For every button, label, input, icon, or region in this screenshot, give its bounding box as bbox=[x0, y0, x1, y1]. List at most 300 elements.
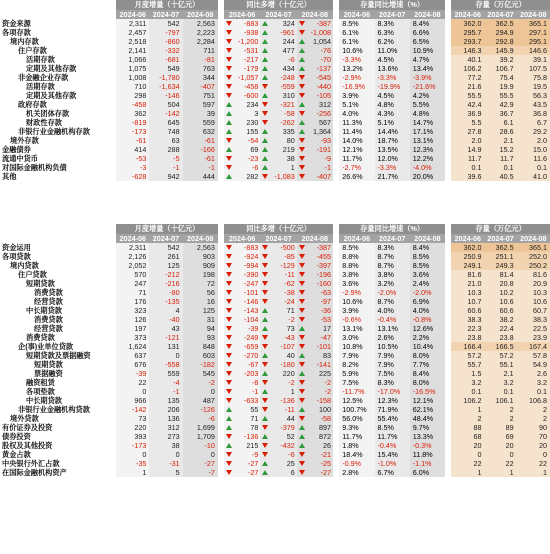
yoy-cell bbox=[260, 342, 296, 351]
stock-value: 365.1 bbox=[517, 243, 550, 252]
stock-value: 19.9 bbox=[484, 82, 516, 91]
monthly-value: -173 bbox=[116, 441, 149, 450]
growth-value: 8.4% bbox=[410, 369, 445, 378]
growth-value: 18.7% bbox=[375, 136, 410, 145]
growth-value: 3.0% bbox=[339, 333, 374, 342]
growth-value: 20.0% bbox=[410, 172, 445, 181]
monthly-value: 2,563 bbox=[183, 19, 218, 28]
growth-value: 11.7% bbox=[339, 432, 374, 441]
yoy-cell bbox=[260, 315, 296, 324]
growth-value: -19.9% bbox=[375, 82, 410, 91]
table-row bbox=[0, 270, 550, 279]
table-row bbox=[0, 297, 550, 306]
stock-value: 1.5 bbox=[451, 369, 484, 378]
row-label: 有价证券及投资 bbox=[0, 423, 116, 432]
monthly-value: -1,780 bbox=[149, 73, 182, 82]
growth-value: 10.4% bbox=[410, 342, 445, 351]
stock-value: 22 bbox=[451, 459, 484, 468]
yoy-value: 1,054 bbox=[313, 37, 332, 46]
yoy-value: -160 bbox=[316, 279, 332, 288]
growth-value: 8.8% bbox=[339, 252, 374, 261]
yoy-value: 230 bbox=[246, 118, 259, 127]
stock-value: 146.6 bbox=[517, 46, 550, 55]
table-row bbox=[0, 387, 550, 396]
yoy-value: -440 bbox=[316, 82, 332, 91]
monthly-value: -81 bbox=[183, 55, 218, 64]
yoy-value: -104 bbox=[244, 315, 259, 324]
row-label: 住户贷款 bbox=[0, 270, 116, 279]
yoy-cell bbox=[224, 73, 260, 82]
month-header: 2024-06 bbox=[451, 234, 484, 243]
header-row-months bbox=[0, 234, 550, 243]
table-row bbox=[0, 279, 550, 288]
yoy-cell bbox=[297, 468, 333, 477]
monthly-value: 763 bbox=[183, 64, 218, 73]
table-row bbox=[0, 145, 550, 154]
monthly-value: 637 bbox=[116, 351, 149, 360]
header-blank bbox=[0, 10, 116, 19]
funds-use-table bbox=[0, 224, 550, 477]
growth-value: 3.8% bbox=[375, 270, 410, 279]
yoy-cell bbox=[297, 64, 333, 73]
monthly-value: 414 bbox=[116, 145, 149, 154]
monthly-value: 73 bbox=[116, 414, 149, 423]
stock-value: 38.3 bbox=[517, 315, 550, 324]
monthly-value: 131 bbox=[149, 342, 182, 351]
yoy-value: 44 bbox=[286, 414, 295, 423]
stock-value: 23.8 bbox=[451, 333, 484, 342]
monthly-value: 22 bbox=[116, 378, 149, 387]
yoy-cell bbox=[297, 441, 333, 450]
table-row bbox=[0, 432, 550, 441]
stock-value: 22.5 bbox=[517, 324, 550, 333]
yoy-value: -659 bbox=[244, 342, 259, 351]
growth-value: 2.4% bbox=[410, 279, 445, 288]
yoy-value: -6 bbox=[288, 55, 295, 64]
yoy-header: 同比多增（十亿元） bbox=[224, 0, 333, 10]
yoy-cell bbox=[224, 19, 260, 28]
yoy-value: 1,364 bbox=[313, 127, 332, 136]
stock-value: 22.4 bbox=[484, 324, 516, 333]
yoy-value: -247 bbox=[244, 279, 259, 288]
table-row bbox=[0, 82, 550, 91]
yoy-value: 69 bbox=[250, 145, 259, 154]
stock-value: 2.0 bbox=[517, 136, 550, 145]
stock-value: 2 bbox=[484, 414, 516, 423]
row-label: 机关团体存款 bbox=[0, 109, 116, 118]
yoy-value: -25 bbox=[320, 459, 332, 468]
yoy-cell bbox=[260, 37, 296, 46]
stock-value: 250.9 bbox=[451, 252, 484, 261]
monthly-value: -4 bbox=[149, 378, 182, 387]
stock-value: 42.9 bbox=[484, 100, 516, 109]
row-label: 短期贷款及票据融资 bbox=[0, 351, 116, 360]
month-header: 2024-08 bbox=[517, 10, 550, 19]
growth-value: 7.5% bbox=[339, 378, 374, 387]
yoy-value: -883 bbox=[244, 19, 259, 28]
monthly-value: 2,223 bbox=[183, 28, 218, 37]
monthly-value: 1,008 bbox=[116, 73, 149, 82]
growth-value: -3.3% bbox=[375, 163, 410, 172]
yoy-cell bbox=[224, 172, 260, 181]
growth-value: 12.6% bbox=[410, 324, 445, 333]
stock-value: 249.1 bbox=[451, 261, 484, 270]
yoy-value: 71 bbox=[286, 306, 295, 315]
monthly-value: 2,311 bbox=[116, 19, 149, 28]
yoy-cell bbox=[260, 252, 296, 261]
monthly-value: 545 bbox=[183, 369, 218, 378]
stock-value: 60.6 bbox=[484, 306, 516, 315]
monthly-value: -860 bbox=[149, 37, 182, 46]
monthly-value: 1,066 bbox=[116, 55, 149, 64]
growth-value: 8.5% bbox=[410, 261, 445, 270]
yoy-cell bbox=[224, 432, 260, 441]
monthly-value: -53 bbox=[116, 154, 149, 163]
monthly-value: 0 bbox=[116, 387, 149, 396]
row-label: 境内贷款 bbox=[0, 261, 116, 270]
yoy-cell bbox=[297, 279, 333, 288]
growth-value: 8.3% bbox=[375, 378, 410, 387]
yoy-value: -27 bbox=[248, 459, 259, 468]
yoy-cell bbox=[297, 450, 333, 459]
monthly-value: 504 bbox=[149, 100, 182, 109]
stock-value: 55.1 bbox=[484, 360, 516, 369]
monthly-value: -681 bbox=[149, 55, 182, 64]
stock-value: 42.4 bbox=[451, 100, 484, 109]
growth-value: 8.5% bbox=[410, 252, 445, 261]
growth-value: -2.9% bbox=[339, 288, 374, 297]
growth-value: 12.1% bbox=[339, 145, 374, 154]
yoy-cell bbox=[297, 342, 333, 351]
yoy-value: -67 bbox=[248, 360, 259, 369]
growth-value: 62.1% bbox=[410, 405, 445, 414]
yoy-value: 1 bbox=[290, 163, 295, 172]
growth-value: 4.0% bbox=[375, 306, 410, 315]
stock-value: 252.0 bbox=[517, 252, 550, 261]
stock-value: 1 bbox=[484, 468, 516, 477]
yoy-value: -545 bbox=[316, 73, 332, 82]
monthly-value: 126 bbox=[116, 315, 149, 324]
monthly-value: -558 bbox=[149, 360, 182, 369]
stock-value: 43.5 bbox=[517, 100, 550, 109]
monthly-value: 570 bbox=[116, 270, 149, 279]
yoy-value: 6 bbox=[290, 468, 295, 477]
yoy-value: -248 bbox=[280, 73, 295, 82]
yoy-value: 40 bbox=[286, 351, 295, 360]
yoy-cell bbox=[260, 378, 296, 387]
growth-value: 3.9% bbox=[339, 91, 374, 100]
monthly-value: -61 bbox=[183, 136, 218, 145]
stock-value: 40.1 bbox=[451, 55, 484, 64]
yoy-value: 434 bbox=[282, 64, 295, 73]
yoy-cell bbox=[260, 55, 296, 64]
monthly-value: 288 bbox=[149, 145, 182, 154]
yoy-cell bbox=[224, 360, 260, 369]
yoy-value: -38 bbox=[284, 288, 295, 297]
yoy-cell bbox=[224, 252, 260, 261]
yoy-value: 55 bbox=[250, 405, 259, 414]
yoy-cell bbox=[224, 243, 260, 252]
growth-value: 11.3% bbox=[339, 118, 374, 127]
yoy-value: -101 bbox=[316, 342, 332, 351]
stock-value: 3.2 bbox=[517, 378, 550, 387]
month-header: 2024-06 bbox=[224, 234, 260, 243]
yoy-cell bbox=[260, 306, 296, 315]
yoy-value: 38 bbox=[286, 154, 295, 163]
stock-value: 11.7 bbox=[484, 154, 516, 163]
monthly-value: 5 bbox=[149, 468, 182, 477]
yoy-cell bbox=[224, 324, 260, 333]
yoy-cell bbox=[260, 468, 296, 477]
stock-value: 10.2 bbox=[484, 288, 516, 297]
growth-value: -2.9% bbox=[339, 73, 374, 82]
yoy-value: -9 bbox=[324, 154, 332, 163]
stock-value: 2 bbox=[484, 405, 516, 414]
month-header: 2024-08 bbox=[410, 10, 445, 19]
month-header: 2024-07 bbox=[484, 234, 516, 243]
stock-value: 36.9 bbox=[451, 109, 484, 118]
yoy-value: -93 bbox=[320, 136, 332, 145]
yoy-cell bbox=[297, 315, 333, 324]
yoy-value: -217 bbox=[244, 55, 259, 64]
stock-value: 20 bbox=[517, 441, 550, 450]
stock-value: 1 bbox=[451, 468, 484, 477]
yoy-cell bbox=[260, 441, 296, 450]
growth-value: 5.1% bbox=[339, 100, 374, 109]
monthly-value: -135 bbox=[149, 297, 182, 306]
yoy-cell bbox=[260, 351, 296, 360]
growth-value: 12.1% bbox=[410, 396, 445, 405]
yoy-value: -2 bbox=[288, 378, 295, 387]
table-row bbox=[0, 28, 550, 37]
yoy-value: 335 bbox=[282, 127, 295, 136]
growth-value: 2.2% bbox=[410, 333, 445, 342]
yoy-cell bbox=[224, 396, 260, 405]
yoy-cell bbox=[224, 64, 260, 73]
stock-value: 81.6 bbox=[451, 270, 484, 279]
monthly-value: -31 bbox=[149, 459, 182, 468]
stock-value: 75.4 bbox=[484, 73, 516, 82]
growth-value: 12.3% bbox=[410, 145, 445, 154]
growth-value: 6.1% bbox=[339, 28, 374, 37]
yoy-value: -53 bbox=[320, 315, 332, 324]
stock-value: 250.2 bbox=[517, 261, 550, 270]
yoy-value: -270 bbox=[244, 351, 259, 360]
monthly-value: 125 bbox=[149, 261, 182, 270]
growth-value: 6.7% bbox=[375, 468, 410, 477]
yoy-cell bbox=[260, 333, 296, 342]
yoy-cell bbox=[260, 243, 296, 252]
month-header: 2024-08 bbox=[410, 234, 445, 243]
row-label: 在国际金融机构资产 bbox=[0, 468, 116, 477]
growth-value: 10.6% bbox=[339, 297, 374, 306]
table-row bbox=[0, 468, 550, 477]
yoy-cell bbox=[260, 73, 296, 82]
row-label: 非金融企业存款 bbox=[0, 73, 116, 82]
table-row bbox=[0, 243, 550, 252]
table-row bbox=[0, 154, 550, 163]
monthly-value: 909 bbox=[183, 261, 218, 270]
yoy-value: -1,200 bbox=[238, 37, 259, 46]
yoy-value: -129 bbox=[280, 261, 295, 270]
yoy-value: -47 bbox=[320, 333, 332, 342]
stock-value: 54.9 bbox=[517, 360, 550, 369]
growth-value: 4.8% bbox=[375, 100, 410, 109]
stock-value: 88 bbox=[451, 423, 484, 432]
growth-value: 3.2% bbox=[375, 279, 410, 288]
monthly-value: 71 bbox=[116, 288, 149, 297]
row-label: 住户存款 bbox=[0, 46, 116, 55]
yoy-cell bbox=[224, 297, 260, 306]
yoy-value: -390 bbox=[244, 270, 259, 279]
yoy-cell bbox=[297, 270, 333, 279]
yoy-value: 244 bbox=[282, 37, 295, 46]
row-label: 消费贷款 bbox=[0, 333, 116, 342]
stock-header: 存量（万亿元） bbox=[451, 224, 550, 234]
header-row-group bbox=[0, 0, 550, 10]
month-header: 2024-07 bbox=[149, 234, 182, 243]
yoy-cell bbox=[297, 414, 333, 423]
yoy-cell bbox=[224, 127, 260, 136]
yoy-cell bbox=[260, 163, 296, 172]
row-label: 活期存款 bbox=[0, 82, 116, 91]
month-header: 2024-08 bbox=[183, 234, 218, 243]
table-row bbox=[0, 423, 550, 432]
yoy-value: -36 bbox=[320, 306, 332, 315]
row-label: 中长期贷款 bbox=[0, 396, 116, 405]
yoy-value: -1,083 bbox=[274, 172, 295, 181]
monthly-value: -458 bbox=[116, 100, 149, 109]
stock-value: 0.1 bbox=[517, 387, 550, 396]
stock-value: 6.1 bbox=[484, 118, 516, 127]
stock-value: 60.7 bbox=[517, 306, 550, 315]
table-row bbox=[0, 91, 550, 100]
stock-value: 60.6 bbox=[451, 306, 484, 315]
monthly-value: 362 bbox=[116, 109, 149, 118]
yoy-cell bbox=[224, 351, 260, 360]
monthly-value: -1 bbox=[149, 387, 182, 396]
stock-value: 57.2 bbox=[484, 351, 516, 360]
monthly-value: 38 bbox=[149, 441, 182, 450]
growth-value: -2.0% bbox=[375, 288, 410, 297]
yoy-value: -101 bbox=[244, 288, 259, 297]
yoy-value: -2 bbox=[324, 378, 332, 387]
table-row bbox=[0, 64, 550, 73]
growth-value: 17.1% bbox=[410, 127, 445, 136]
growth-value: 11.4% bbox=[339, 127, 374, 136]
stock-value: 20.9 bbox=[517, 279, 550, 288]
growth-value: 7.9% bbox=[375, 360, 410, 369]
stock-value: 295.1 bbox=[517, 37, 550, 46]
monthly-value: 39 bbox=[183, 109, 218, 118]
stock-value: 10.3 bbox=[451, 288, 484, 297]
stock-value: 21.0 bbox=[451, 279, 484, 288]
yoy-value: 219 bbox=[282, 145, 295, 154]
yoy-value: -196 bbox=[316, 270, 332, 279]
growth-value: -0.9% bbox=[339, 459, 374, 468]
growth-value: -4.0% bbox=[410, 163, 445, 172]
table-row bbox=[0, 369, 550, 378]
growth-value: 7.9% bbox=[339, 351, 374, 360]
stock-value: 292.8 bbox=[484, 37, 516, 46]
growth-value: -16.5% bbox=[410, 387, 445, 396]
table-row bbox=[0, 37, 550, 46]
row-label: 境外贷款 bbox=[0, 414, 116, 423]
growth-value: -0.6% bbox=[339, 315, 374, 324]
yoy-cell bbox=[224, 333, 260, 342]
yoy-cell bbox=[297, 306, 333, 315]
yoy-value: 155 bbox=[246, 127, 259, 136]
month-header: 2024-06 bbox=[116, 10, 149, 19]
yoy-cell bbox=[297, 73, 333, 82]
yoy-cell bbox=[297, 136, 333, 145]
monthly-value: 312 bbox=[149, 423, 182, 432]
growth-value: 12.0% bbox=[375, 154, 410, 163]
stock-value: 365.1 bbox=[517, 19, 550, 28]
monthly-value: -61 bbox=[183, 154, 218, 163]
stock-value: 2.1 bbox=[484, 369, 516, 378]
stock-value: 41.0 bbox=[517, 172, 550, 181]
yoy-value: -107 bbox=[280, 342, 295, 351]
yoy-value: 1 bbox=[290, 387, 295, 396]
yoy-value: -136 bbox=[280, 396, 295, 405]
growth-value: 13.1% bbox=[339, 324, 374, 333]
table-row bbox=[0, 414, 550, 423]
yoy-value: -6 bbox=[251, 163, 259, 172]
month-header: 2024-07 bbox=[375, 234, 410, 243]
yoy-cell bbox=[224, 270, 260, 279]
yoy-cell bbox=[260, 414, 296, 423]
yoy-cell bbox=[297, 172, 333, 181]
monthly-value: 247 bbox=[116, 279, 149, 288]
stock-value: 362.0 bbox=[451, 243, 484, 252]
row-label: 非银行业金融机构贷款 bbox=[0, 405, 116, 414]
row-label: 资金来源 bbox=[0, 19, 116, 28]
yoy-value: -455 bbox=[316, 252, 332, 261]
stock-value: 294.9 bbox=[484, 28, 516, 37]
stock-value: 0.1 bbox=[517, 163, 550, 172]
yoy-value: 872 bbox=[319, 432, 332, 441]
yoy-value: -994 bbox=[244, 261, 259, 270]
row-label: 政府存款 bbox=[0, 100, 116, 109]
yoy-cell bbox=[260, 109, 296, 118]
growth-value: 13.1% bbox=[375, 324, 410, 333]
monthly-value: -142 bbox=[116, 405, 149, 414]
monthly-value: 2,052 bbox=[116, 261, 149, 270]
stock-value: 145.9 bbox=[484, 46, 516, 55]
stock-value: 0.1 bbox=[484, 387, 516, 396]
row-label: 对国际金融机构负债 bbox=[0, 163, 116, 172]
yoy-value: -407 bbox=[316, 172, 332, 181]
yoy-cell bbox=[260, 297, 296, 306]
monthly-value: 2,457 bbox=[116, 28, 149, 37]
monthly-value: 2,311 bbox=[116, 243, 149, 252]
monthly-value: 903 bbox=[183, 252, 218, 261]
stock-value: 39.6 bbox=[451, 172, 484, 181]
monthly-value: 676 bbox=[116, 360, 149, 369]
stock-value: 28.6 bbox=[484, 127, 516, 136]
monthly-value: 4 bbox=[149, 306, 182, 315]
monthly-value: 487 bbox=[183, 396, 218, 405]
stock-value: 10.3 bbox=[517, 288, 550, 297]
monthly-value: 603 bbox=[183, 351, 218, 360]
monthly-value: 125 bbox=[183, 306, 218, 315]
growth-value: 6.5% bbox=[410, 37, 445, 46]
growth-value: 5.9% bbox=[339, 369, 374, 378]
monthly-value: 16 bbox=[183, 297, 218, 306]
growth-value: -11.7% bbox=[339, 387, 374, 396]
monthly-value: 31 bbox=[183, 315, 218, 324]
